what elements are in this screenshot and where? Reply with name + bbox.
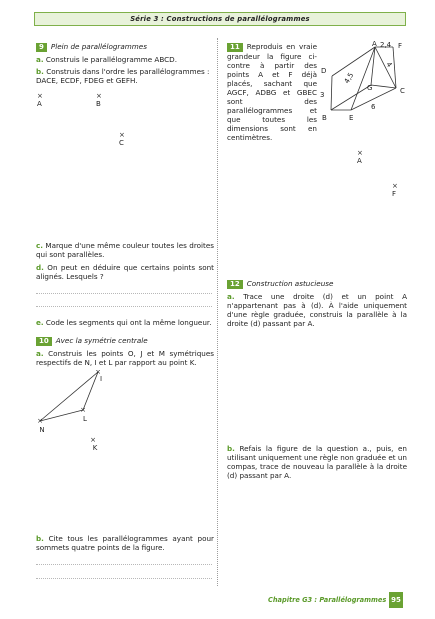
question-text: Construis dans l'ordre les parallélogrammes : DACE, ECDF, FDEG et GEFH. [36,67,210,85]
point-label: A [37,100,42,108]
label-i: I [99,375,103,383]
vertex-c: C [400,87,405,95]
segment-gc [371,85,396,88]
segment-bg [331,85,371,110]
question-letter: b. [227,444,235,453]
cross-i: × [95,370,101,376]
segment-cf [393,47,396,88]
ex11-model-figure [318,40,410,126]
vertex-f: F [398,42,403,50]
question-letter: a. [36,55,44,64]
segment-il [83,372,98,410]
point-f-mark: × F [392,182,398,198]
vertex-a: A [372,40,377,48]
segment-db [331,76,332,110]
exercise-title: Avec la symétrie centrale [55,336,148,345]
point-a-mark: × A [37,92,43,108]
point-c-mark: × C [119,131,125,147]
question-letter: d. [36,263,44,272]
ex10-question-a [36,349,214,367]
vertex-g: G [367,84,373,92]
exercise-number: 10 [36,337,52,346]
ex11-text [227,42,317,142]
exercise-12-heading [227,279,407,289]
label-k: K [92,444,98,452]
cross-n: × [37,417,43,425]
ex10-question-b [36,534,214,552]
ex9-question-d [36,263,214,281]
ex9-question-e [36,318,214,327]
exercise-statement: Reproduis en vraie grandeur la figure ci-contre à partir des points A et F déjà placés, sachant que AGCF, ADBG et GBEC sont des parallélogrammes et que toutes les dimensions sont en centimètres. [227,42,317,142]
answer-line[interactable] [36,564,212,565]
ex9-question-a [36,55,214,64]
vertex-e: E [349,114,354,122]
question-text: Marque d'une même couleur toutes les droites qui sont parallèles. [36,241,214,259]
label-l: L [83,415,87,423]
question-text: Refais la figure de la question a., puis, en utilisant uniquement une règle non graduée et un compas, trace de nouveau la parallèle à la droite (d) passant par A. [227,444,407,480]
question-text: Cite tous les parallélogrammes ayant pour sommets quatre points de la figure. [36,534,214,552]
answer-line[interactable] [36,293,212,294]
question-letter: e. [36,318,44,327]
point-a-mark: × A [357,149,363,165]
question-letter: b. [36,67,44,76]
cross-k: × [90,436,96,444]
segment-ac [375,47,396,88]
point-b-mark: × B [96,92,102,108]
exercise-number: 9 [36,43,47,52]
dim-bottom: 6 [371,103,376,111]
exercise-title: Plein de parallélogrammes [50,42,147,51]
vertex-d: D [321,67,327,75]
question-text: Construis les points O, J et M symétriques respectifs de N, I et L par rapport au point K. [36,349,214,367]
column-divider [217,38,218,586]
point-label: B [96,100,101,108]
question-text: Construis le parallélogramme ABCD. [45,55,177,64]
chapter-footer: Chapitre G3 : Parallélogrammes [268,596,387,604]
exercise-number: 12 [227,280,243,289]
answer-line[interactable] [36,306,212,307]
ex12-question-b [227,444,407,480]
exercise-9-heading [36,42,214,52]
cross-l: × [80,406,86,414]
question-letter: a. [36,349,44,358]
exercise-10-heading [36,336,214,346]
question-text: On peut en déduire que certains points sont alignés. Lesquels ? [36,263,214,281]
dim-db: 3 [320,91,325,99]
ex9-question-c [36,241,214,259]
point-label: A [357,157,362,165]
label-n: N [39,426,45,434]
series-title: Série 3 : Constructions de parallélogrammes [130,14,310,23]
point-label: C [119,139,124,147]
question-letter: c. [36,241,43,250]
exercise-title: Construction astucieuse [246,279,334,288]
answer-line[interactable] [36,578,212,579]
dim-right: 4 [384,60,394,69]
point-label: F [392,190,397,198]
page-number: 95 [389,592,403,608]
triangle-nil-figure [30,370,120,455]
dim-diagonal: 4,5 [342,71,356,85]
ex9-question-b [36,67,214,85]
question-letter: a. [227,292,235,301]
vertex-b: B [322,114,327,122]
segment-ad [332,47,375,76]
dim-af: 2,4 [380,41,392,49]
question-text: Code les segments qui ont la même longueur. [45,318,212,327]
series-header [34,12,406,26]
exercise-number: 11 [227,43,243,52]
question-text: Trace une droite (d) et un point A n'appartenant pas à (d). À l'aide uniquement d'une règle graduée, construis la parallèle à la droite (d) passant par A. [227,292,407,328]
question-letter: b. [36,534,44,543]
ex12-question-a [227,292,407,328]
